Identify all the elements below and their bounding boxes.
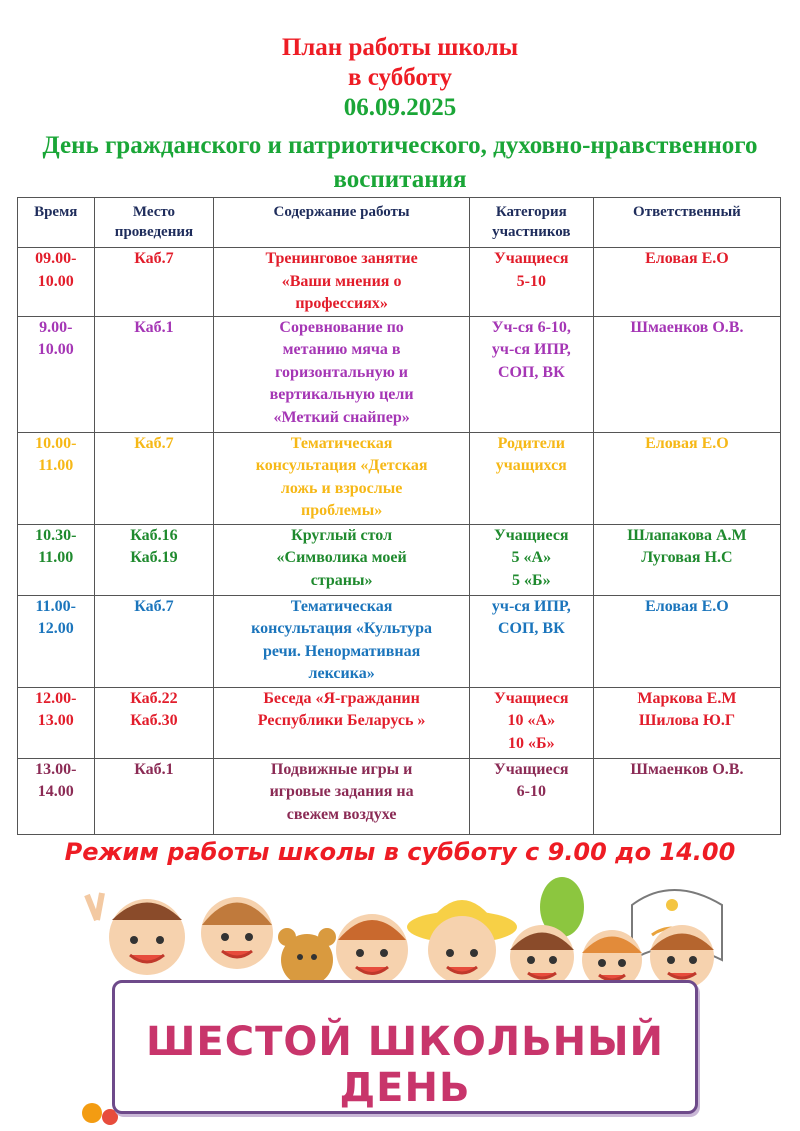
- cell-place: Каб.7: [94, 432, 214, 524]
- kid-face-1: [87, 893, 185, 975]
- cell-time: 10.30- 11.00: [18, 524, 95, 595]
- cell-place: Каб.1: [94, 316, 214, 432]
- cell-responsible: Еловая Е.О: [593, 595, 780, 687]
- header-category: Категория участников: [469, 198, 593, 248]
- cell-time: 9.00- 10.00: [18, 316, 95, 432]
- cell-category: Учащиеся 6-10: [469, 758, 593, 834]
- cell-category: Родители учащихся: [469, 432, 593, 524]
- table-row: [18, 687, 781, 758]
- cell-category: Учащиеся 10 «А» 10 «Б»: [469, 687, 593, 758]
- cell-category: Уч-ся 6-10, уч-ся ИПР, СОП, ВК: [469, 316, 593, 432]
- cell-responsible: Шлапакова А.М Луговая Н.С: [593, 524, 780, 595]
- cell-place: Каб.22 Каб.30: [94, 687, 214, 758]
- header-place: Место проведения: [94, 198, 214, 248]
- cell-place: Каб.1: [94, 758, 214, 834]
- header-responsible: Ответственный: [593, 198, 780, 248]
- cell-time: 12.00- 13.00: [18, 687, 95, 758]
- plan-title-line1: План работы школы: [281, 34, 519, 61]
- cell-content: Беседа «Я-гражданин Республики Беларусь »: [214, 687, 469, 758]
- cell-place: Каб.7: [94, 248, 214, 317]
- cell-place: Каб.16 Каб.19: [94, 524, 214, 595]
- plan-title-line2: в субботу: [348, 64, 452, 91]
- kids-banner: [72, 865, 732, 1131]
- table-row: [18, 758, 781, 834]
- banner-text: ШЕСТОЙ ШКОЛЬНЫЙ ДЕНЬ: [145, 1019, 664, 1111]
- plan-theme: День гражданского и патриотического, духовно-нравственного воспитания: [42, 132, 758, 193]
- cell-content: Соревнование по метанию мяча в горизонтальную и вертикальную цели «Меткий снайпер»: [214, 316, 469, 432]
- table-row: [18, 432, 781, 524]
- kid-face-2: [201, 897, 273, 969]
- school-hours-note: Режим работы школы в субботу с 9.00 до 14.00: [64, 838, 736, 866]
- teddy-bear-icon: [278, 928, 336, 986]
- cell-time: 10.00- 11.00: [18, 432, 95, 524]
- kid-face-3: [336, 914, 408, 986]
- kid-face-4: [407, 900, 517, 984]
- cell-content: Тренинговое занятие «Ваши мнения о профессиях»: [214, 248, 469, 317]
- cell-responsible: Еловая Е.О: [593, 432, 780, 524]
- table-row: [18, 316, 781, 432]
- schedule-table: [17, 197, 781, 835]
- cell-time: 09.00- 10.00: [18, 248, 95, 317]
- cell-responsible: Шмаенков О.В.: [593, 758, 780, 834]
- cell-category: Учащиеся 5-10: [469, 248, 593, 317]
- cell-content: Подвижные игры и игровые задания на свежем воздухе: [214, 758, 469, 834]
- cell-category: уч-ся ИПР, СОП, ВК: [469, 595, 593, 687]
- banner-board: [112, 980, 698, 1114]
- table-row: [18, 524, 781, 595]
- cell-content: Тематическая консультация «Культура речи. Ненормативная лексика»: [214, 595, 469, 687]
- cell-category: Учащиеся 5 «А» 5 «Б»: [469, 524, 593, 595]
- table-row: [18, 248, 781, 317]
- cell-responsible: Шмаенков О.В.: [593, 316, 780, 432]
- schedule-header-row: [18, 198, 781, 248]
- cell-content: Тематическая консультация «Детская ложь и взрослые проблемы»: [214, 432, 469, 524]
- header-time: Время: [18, 198, 95, 248]
- cell-responsible: Еловая Е.О: [593, 248, 780, 317]
- cell-responsible: Маркова Е.М Шилова Ю.Г: [593, 687, 780, 758]
- header-content: Содержание работы: [214, 198, 469, 248]
- cell-content: Круглый стол «Символика моей страны»: [214, 524, 469, 595]
- cell-time: 13.00- 14.00: [18, 758, 95, 834]
- cell-place: Каб.7: [94, 595, 214, 687]
- cell-time: 11.00- 12.00: [18, 595, 95, 687]
- plan-date: 06.09.2025: [343, 94, 457, 121]
- table-row: [18, 595, 781, 687]
